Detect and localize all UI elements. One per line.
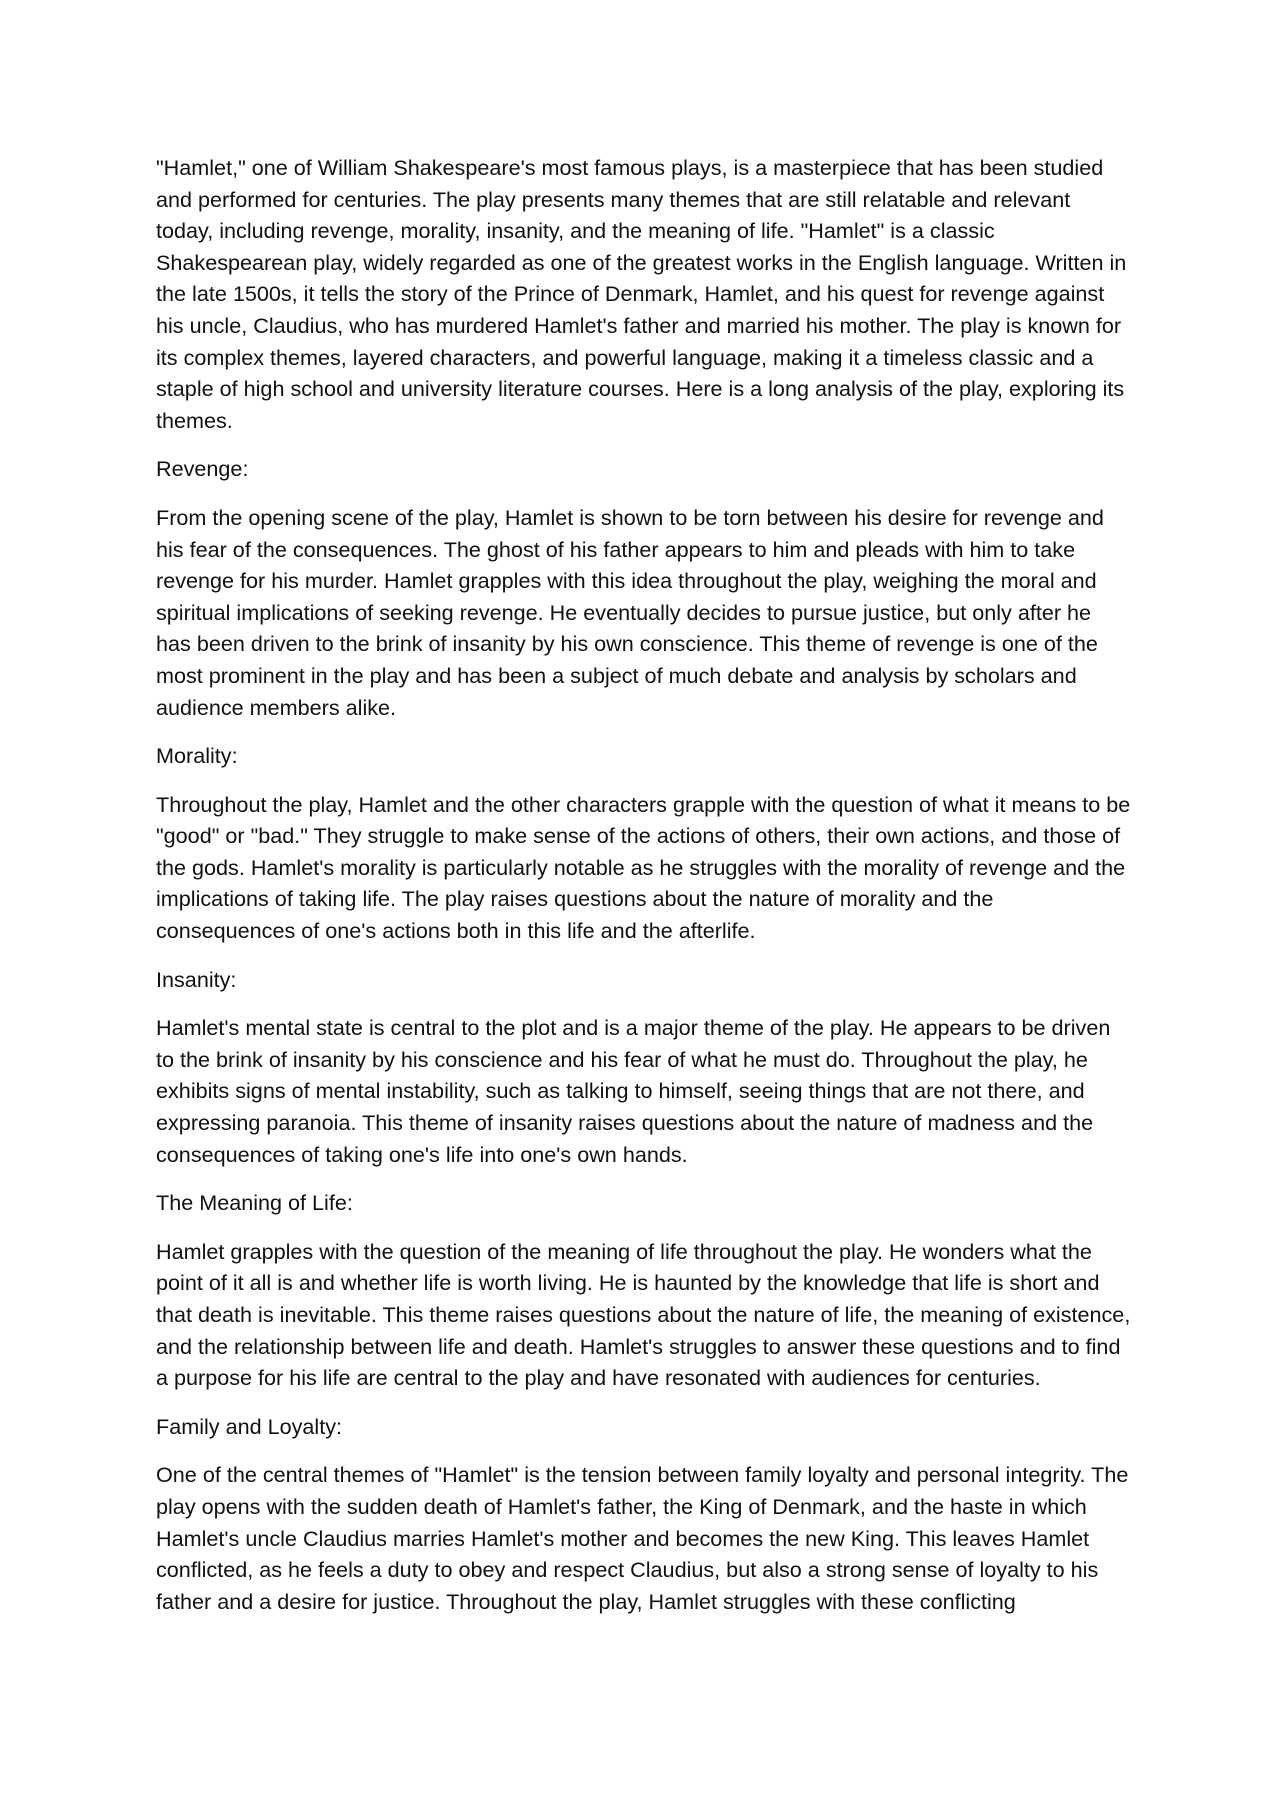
section-body-family-and-loyalty: One of the central themes of "Hamlet" is the tension between family loyalty and personal integrity. The play opens with the sudden death of Hamlet's father, the King of Denmark, and the haste in which Hamlet's uncle Claudius marries Hamlet's mother and becomes the new King. This leaves Hamlet conflicted, as he feels a duty to obey and respect Claudius, but also a strong sense of loyalty to his father and a desire for justice. Throughout the play, Hamlet struggles with these conflicting: [156, 1462, 1129, 1614]
section-heading-meaning-of-life: The Meaning of Life:: [156, 1190, 353, 1216]
intro-paragraph: "Hamlet," one of William Shakespeare's most famous plays, is a masterpiece that has been studied and performed for centuries. The play presents many themes that are still relatable and relevant today, including revenge, morality, insanity, and the meaning of life. "Hamlet" is a classic Shakespearean play, widely regarded as one of the greatest works in the English language. Written in the late 1500s, it tells the story of the Prince of Denmark, Hamlet, and his quest for revenge against his uncle, Claudius, who has murdered Hamlet's father and married his mother. The play is known for its complex themes, layered characters, and powerful language, making it a timeless classic and a staple of high school and university literature courses. Here is a long analysis of the play, exploring its themes.: [156, 155, 1127, 433]
section-body-revenge: From the opening scene of the play, Hamlet is shown to be torn between his desire for revenge and his fear of the consequences. The ghost of his father appears to him and pleads with him to take revenge for his murder. Hamlet grapples with this idea throughout the play, weighing the moral and spiritual implications of seeking revenge. He eventually decides to pursue justice, but only after he has been driven to the brink of insanity by his own conscience. This theme of revenge is one of the most prominent in the play and has been a subject of much debate and analysis by scholars and audience members alike.: [156, 504, 1104, 720]
section-heading-family-and-loyalty: Family and Loyalty:: [156, 1413, 343, 1439]
section-body-meaning-of-life: Hamlet grapples with the question of the meaning of life throughout the play. He wonders what the point of it all is and whether life is worth living. He is haunted by the knowledge that life is short and that death is inevitable. This theme raises questions about the nature of life, the meaning of existence, and the relationship between life and death. Hamlet's struggles to answer these questions and to find a purpose for his life are central to the play and have resonated with audiences for centuries.: [156, 1238, 1131, 1391]
section-heading-morality: Morality:: [156, 743, 238, 769]
document-page: [156, 152, 1131, 1634]
section-heading-insanity: Insanity:: [156, 966, 237, 992]
section-body-insanity: Hamlet's mental state is central to the plot and is a major theme of the play. He appears to be driven to the brink of insanity by his conscience and his fear of what he must do. Throughout the play, he exhibits signs of mental instability, such as talking to himself, seeing things that are not there, and expressing paranoia. This theme of insanity raises questions about the nature of madness and the consequences of taking one's life into one's own hands.: [156, 1015, 1111, 1167]
section-body-morality: Throughout the play, Hamlet and the other characters grapple with the question of what it means to be "good" or "bad." They struggle to make sense of the actions of others, their own actions, and those of the gods. Hamlet's morality is particularly notable as he struggles with the morality of revenge and the implications of taking life. The play raises questions about the nature of morality and the consequences of one's actions both in this life and the afterlife.: [156, 791, 1131, 944]
section-heading-revenge: Revenge:: [156, 456, 249, 482]
